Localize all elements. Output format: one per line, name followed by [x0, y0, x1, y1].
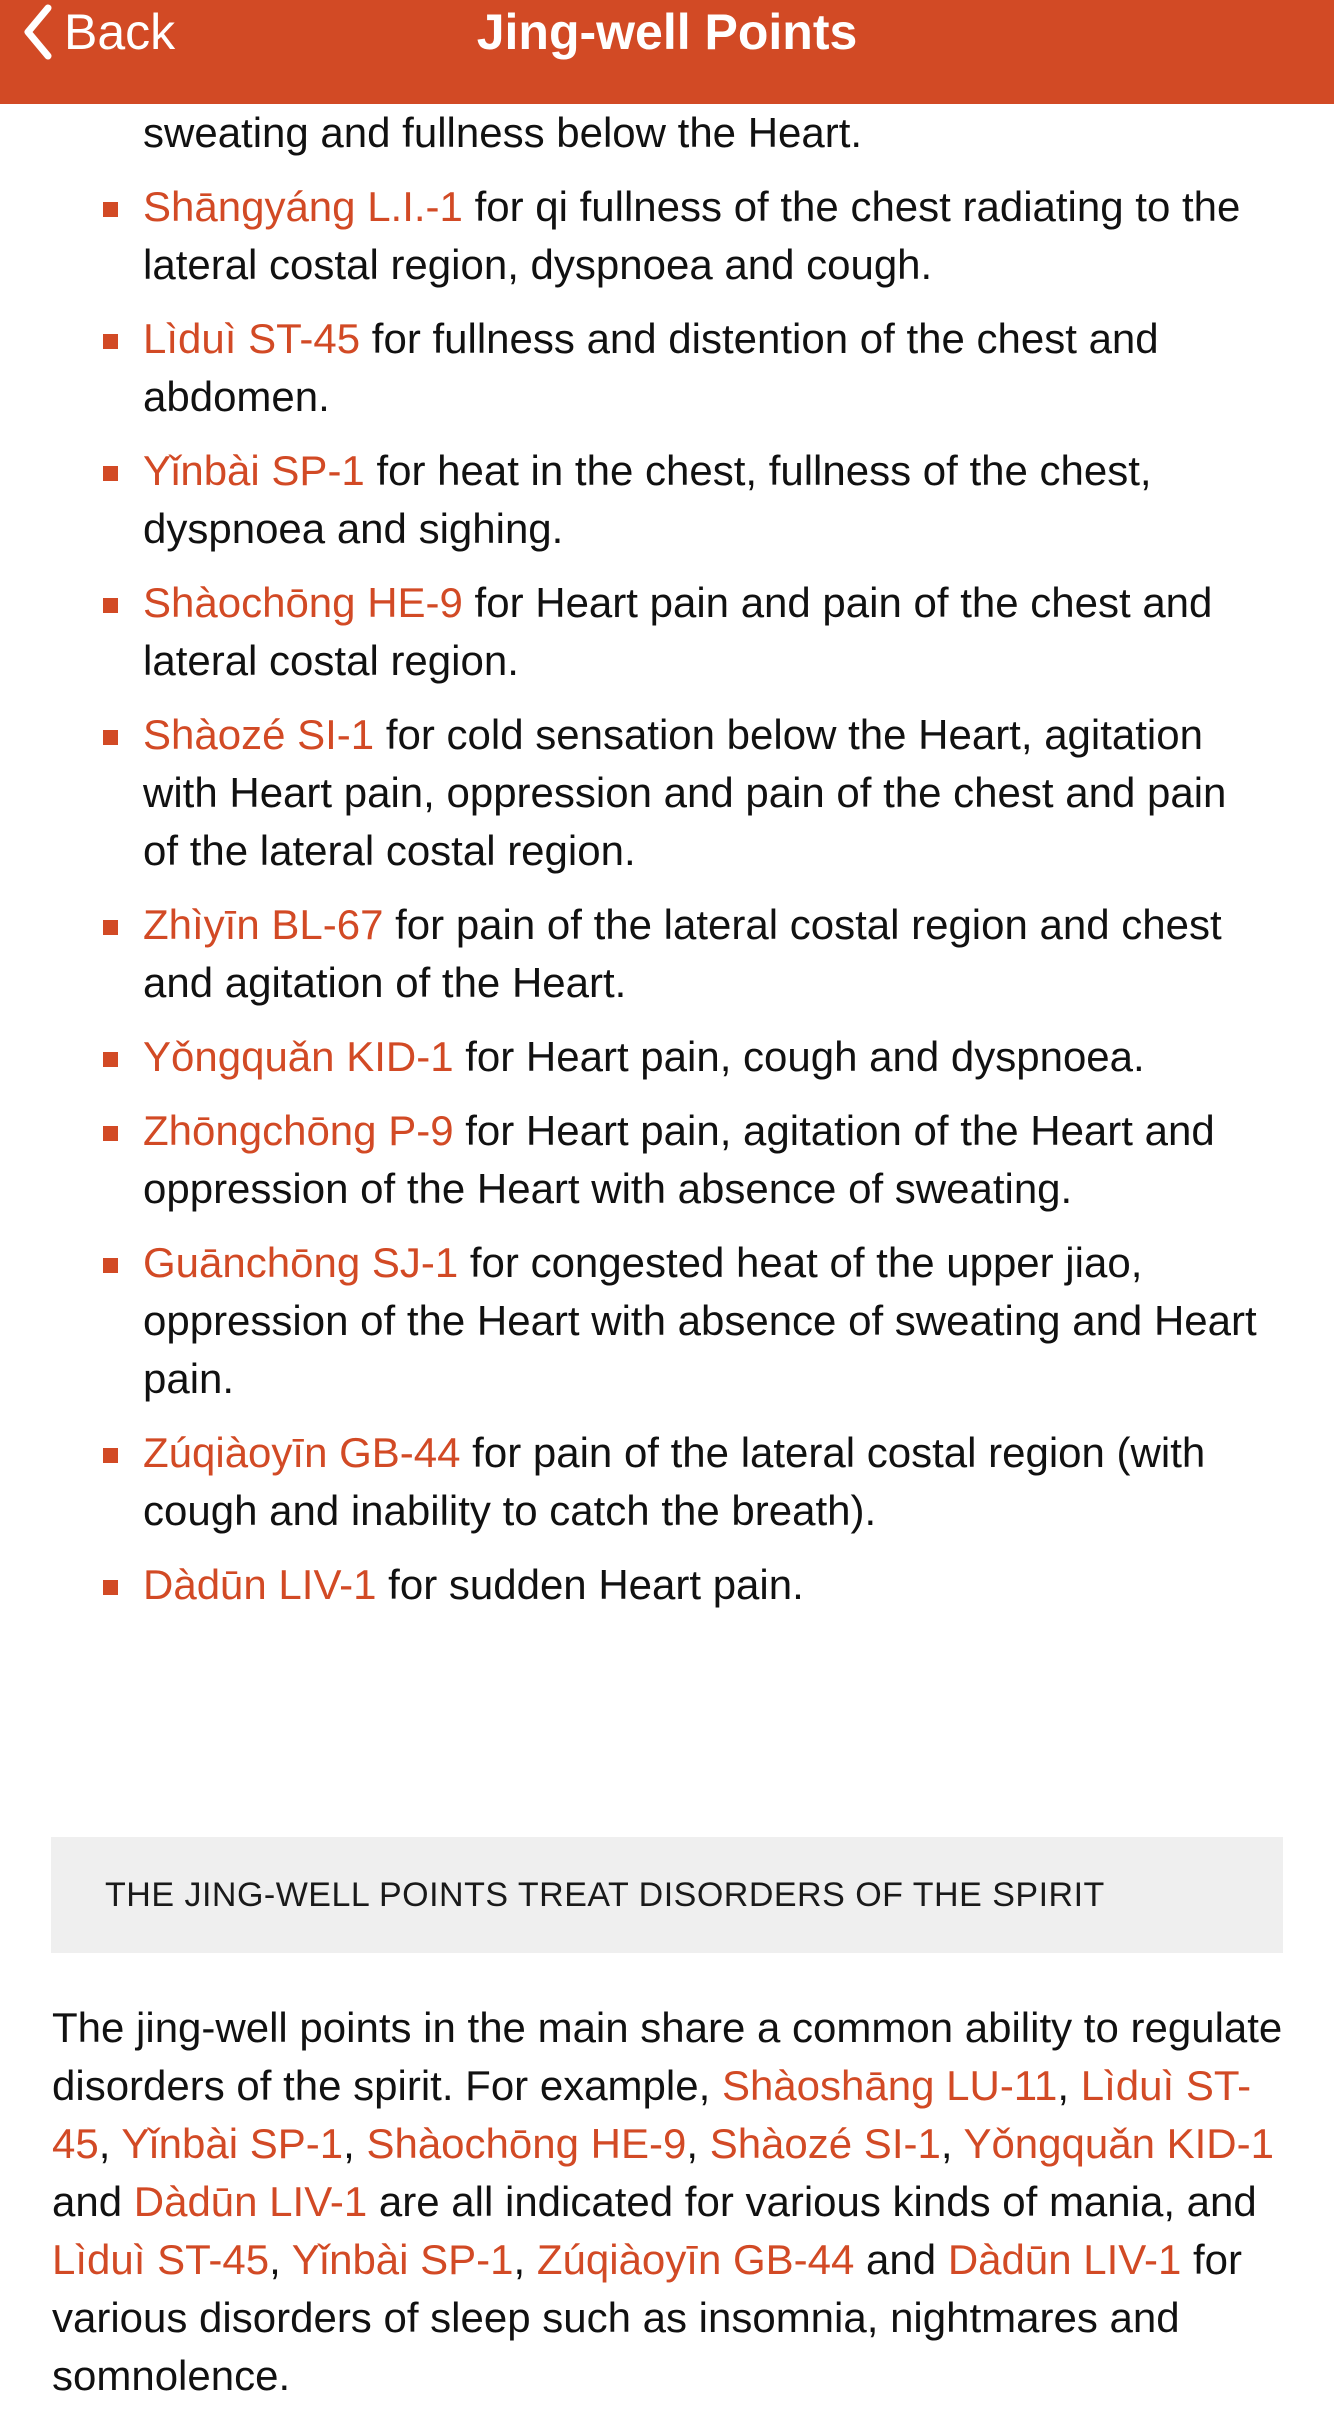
item-text: for sudden Heart pain. [376, 1561, 804, 1608]
body-paragraph [52, 1999, 1292, 2405]
square-bullet-icon [103, 202, 118, 217]
point-link[interactable]: Shàozé SI-1 [143, 711, 375, 758]
point-link[interactable]: Dàdūn LIV-1 [143, 1561, 377, 1608]
para-text: for various disorders of sleep such as insomnia, nightmares and somnolence. [52, 2236, 1243, 2399]
para-text: , [940, 2120, 964, 2167]
section-header [51, 1837, 1283, 1953]
continuation-text: sweating and fullness below the Heart. [143, 109, 863, 156]
page-title: Jing-well Points [476, 4, 858, 60]
point-link[interactable]: Lìduì ST-45 [52, 2236, 270, 2283]
square-bullet-icon [103, 1448, 118, 1463]
square-bullet-icon [103, 920, 118, 935]
list-item [0, 706, 1334, 880]
item-text: for fullness and distention of the chest and abdomen. [143, 315, 1159, 420]
square-bullet-icon [103, 1258, 118, 1273]
point-link[interactable]: Shàochōng HE-9 [143, 579, 463, 626]
para-text: and [52, 2178, 134, 2225]
point-link[interactable]: Lìduì ST-45 [143, 315, 361, 362]
item-text: for Heart pain and pain of the chest and lateral costal region. [143, 579, 1213, 684]
list-item [0, 574, 1334, 690]
point-link[interactable]: Yǒngquǎn KID-1 [143, 1033, 454, 1080]
list-item [0, 178, 1334, 294]
point-link[interactable]: Shāngyáng L.I.-1 [143, 183, 463, 230]
square-bullet-icon [103, 1580, 118, 1595]
para-text: , [98, 2120, 122, 2167]
back-label: Back [64, 4, 176, 60]
point-link[interactable]: Shàoshāng LU-11 [721, 2062, 1058, 2109]
square-bullet-icon [103, 466, 118, 481]
point-link[interactable]: Shàozé SI-1 [709, 2120, 941, 2167]
point-link[interactable]: Zhìyīn BL-67 [143, 901, 384, 948]
square-bullet-icon [103, 1052, 118, 1067]
list-item [0, 1102, 1334, 1218]
list-item [0, 896, 1334, 1012]
point-link[interactable]: Yǐnbài SP-1 [143, 447, 365, 494]
para-text: , [513, 2236, 537, 2283]
square-bullet-icon [103, 1126, 118, 1141]
list-item [0, 1424, 1334, 1540]
para-text: are all indicated for various kinds of mania, and [367, 2178, 1257, 2225]
point-link[interactable]: Dàdūn LIV-1 [947, 2236, 1182, 2283]
item-text: for congested heat of the upper jiao, oppression of the Heart with absence of sweating and Heart pain. [143, 1239, 1257, 1402]
list-item [0, 442, 1334, 558]
list-item [0, 310, 1334, 426]
list-item [0, 1234, 1334, 1408]
point-link[interactable]: Yǐnbài SP-1 [291, 2236, 514, 2283]
item-text: for cold sensation below the Heart, agitation with Heart pain, oppression and pain of the chest and pain of the lateral costal region. [143, 711, 1227, 874]
section-heading: THE JING-WELL POINTS TREAT DISORDERS OF THE SPIRIT [105, 1876, 1105, 1914]
point-link[interactable]: Shàochōng HE-9 [366, 2120, 687, 2167]
item-text: for pain of the lateral costal region (with cough and inability to catch the breath). [143, 1429, 1206, 1534]
point-link[interactable]: Yǐnbài SP-1 [121, 2120, 344, 2167]
square-bullet-icon [103, 730, 118, 745]
para-text: , [343, 2120, 367, 2167]
nav-bar [0, 0, 1334, 104]
point-link[interactable]: Lìduì ST-45 [52, 2062, 1252, 2167]
item-text: for Heart pain, cough and dyspnoea. [453, 1033, 1145, 1080]
square-bullet-icon [103, 334, 118, 349]
point-link[interactable]: Zhōngchōng P-9 [143, 1107, 454, 1154]
list-item [0, 1556, 1334, 1614]
para-text: , [1057, 2062, 1081, 2109]
para-text: , [686, 2120, 710, 2167]
item-text: for pain of the lateral costal region and chest and agitation of the Heart. [143, 901, 1222, 1006]
indication-list [0, 178, 1334, 1630]
para-text: and [854, 2236, 948, 2283]
point-link[interactable]: Dàdūn LIV-1 [133, 2178, 368, 2225]
point-link[interactable]: Guānchōng SJ-1 [143, 1239, 459, 1286]
item-text: for qi fullness of the chest radiating to the lateral costal region, dyspnoea and cough. [143, 183, 1241, 288]
item-text: for Heart pain, agitation of the Heart and oppression of the Heart with absence of sweating. [143, 1107, 1215, 1212]
item-text: for heat in the chest, fullness of the chest, dyspnoea and sighing. [143, 447, 1152, 552]
square-bullet-icon [103, 598, 118, 613]
point-link[interactable]: Zúqiàoyīn GB-44 [536, 2236, 855, 2283]
point-link[interactable]: Zúqiàoyīn GB-44 [143, 1429, 461, 1476]
list-item [0, 1028, 1334, 1086]
point-link[interactable]: Yǒngquǎn KID-1 [963, 2120, 1274, 2167]
para-text: , [269, 2236, 292, 2283]
para-text: The jing-well points in the main share a common ability to regulate disorders of the spirit. For example, [52, 2004, 1283, 2109]
